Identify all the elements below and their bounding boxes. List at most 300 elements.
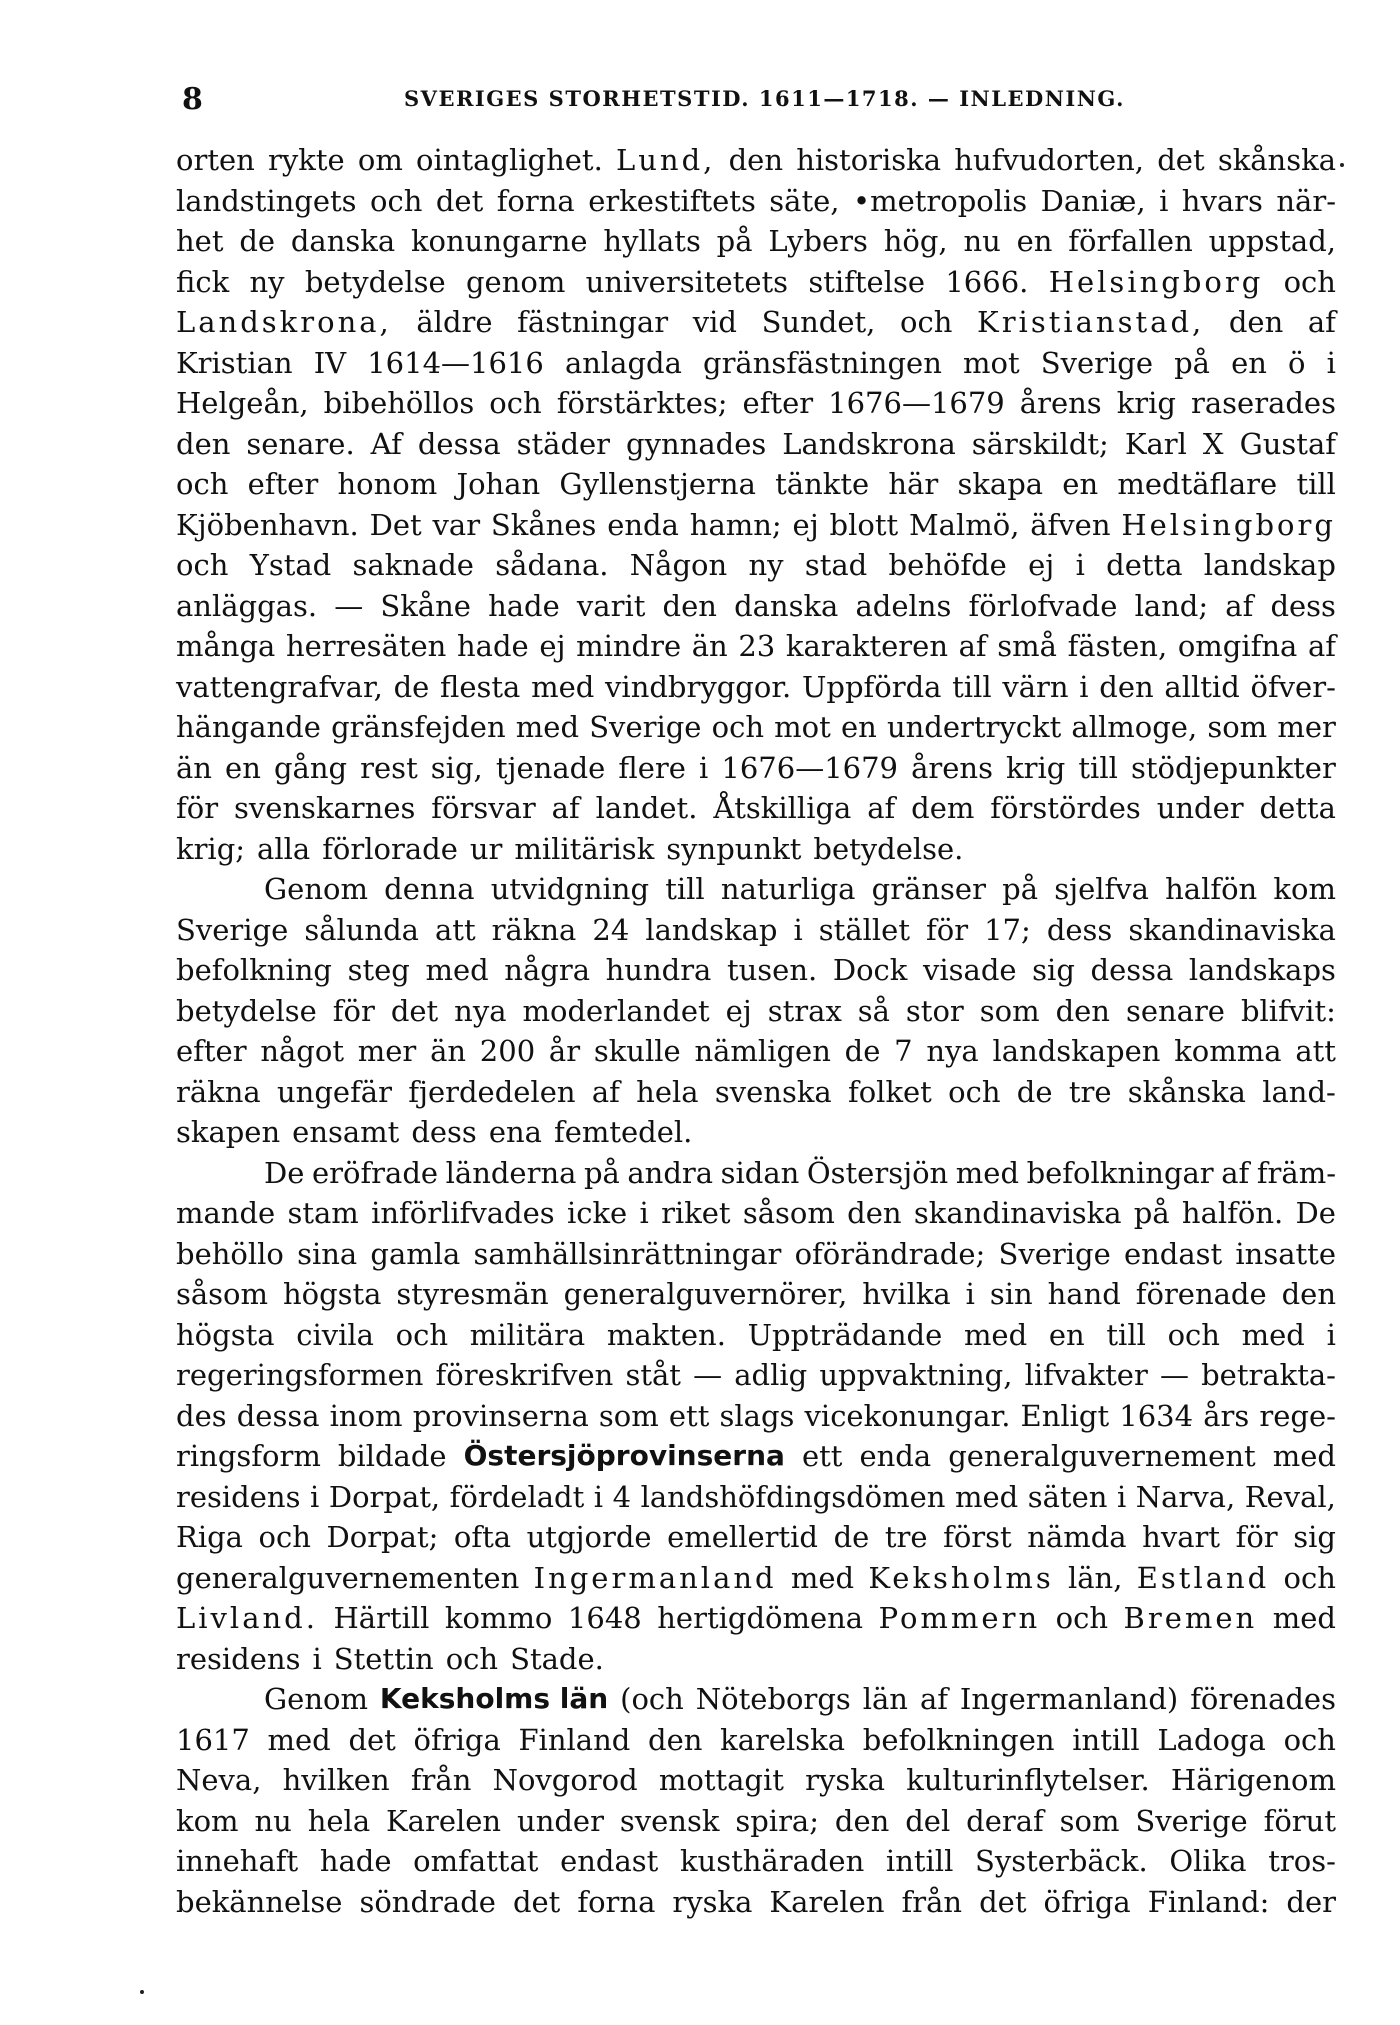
text-line — [176, 1720, 1336, 1761]
word: 4 — [612, 1479, 632, 1514]
word: des — [176, 1398, 227, 1433]
word: främ- — [1256, 1155, 1336, 1190]
word: blifvit: — [1240, 993, 1336, 1028]
word: Riga — [176, 1520, 243, 1554]
word: i — [639, 1196, 649, 1230]
word: förstördes — [990, 791, 1141, 825]
word: sådana. — [495, 548, 609, 582]
word: de — [393, 669, 430, 704]
word: detta — [1106, 548, 1183, 582]
text-line — [176, 221, 1336, 262]
word: enda — [859, 1439, 932, 1473]
word: militära — [469, 1317, 586, 1352]
word: sjelfva — [1054, 872, 1149, 906]
word: (och — [620, 1682, 684, 1716]
word: i — [1326, 1317, 1336, 1352]
word: Dock — [832, 953, 908, 987]
word: öfriga — [1043, 1884, 1131, 1919]
word: stam — [287, 1196, 359, 1230]
text-line — [176, 1801, 1336, 1842]
word: Bremen — [1123, 1601, 1258, 1635]
text-line — [176, 1355, 1336, 1396]
word: adlig — [734, 1358, 808, 1392]
word: tusen. — [726, 953, 818, 987]
page-number: 8 — [182, 82, 203, 117]
text-line — [176, 1396, 1336, 1437]
word: hade — [319, 1844, 392, 1878]
word: landshöfdingsdömen — [640, 1479, 946, 1514]
word: makten. — [606, 1317, 726, 1352]
word: efter — [742, 386, 814, 420]
word: ofta — [453, 1520, 512, 1554]
word: ej — [725, 993, 752, 1028]
word: skapen — [176, 1115, 281, 1149]
word: uppstad, — [1208, 224, 1336, 258]
word: Af — [370, 426, 402, 461]
word: 1666. — [945, 264, 1029, 299]
word: såsom — [742, 1196, 835, 1230]
word: alltid — [1164, 669, 1240, 704]
word: ej — [1028, 548, 1055, 582]
word: hela — [307, 1803, 371, 1838]
word: den — [834, 1803, 890, 1838]
word: Keksholms län — [379, 1682, 609, 1715]
word: städer — [516, 426, 611, 461]
word: för — [332, 993, 375, 1028]
word: intill — [885, 1844, 954, 1878]
word: Härigenom — [1170, 1763, 1336, 1797]
word: bekännelse — [176, 1884, 343, 1919]
word: till — [952, 669, 992, 704]
word: Ingermanland) — [959, 1682, 1179, 1716]
word: icke — [566, 1196, 628, 1230]
word: historiska — [796, 143, 942, 177]
word: Genom — [264, 1682, 368, 1716]
word: behöllo — [176, 1236, 284, 1271]
word: dess — [411, 1115, 477, 1149]
word: kulturinflytelser. — [906, 1763, 1150, 1797]
word: betydelse — [176, 993, 317, 1028]
text-line — [176, 1882, 1336, 1923]
word: och — [1055, 1601, 1109, 1635]
word: gång — [273, 750, 348, 785]
word: hög, — [883, 224, 948, 258]
text-line — [176, 1031, 1336, 1072]
word: Malmö, — [908, 507, 1020, 542]
word: land; — [1134, 588, 1209, 623]
word: mot — [962, 345, 1020, 380]
word: gränsfästningen — [703, 345, 942, 380]
word: hela — [636, 1074, 699, 1109]
text-line — [176, 545, 1336, 586]
word: fördeladt — [449, 1479, 585, 1514]
word: mande — [176, 1196, 276, 1230]
word: Någon — [629, 548, 728, 582]
word: förut — [1263, 1803, 1336, 1838]
word: dess — [1046, 912, 1113, 947]
word: hertigdömena — [657, 1601, 864, 1635]
word: varit — [576, 588, 646, 623]
word: i — [699, 750, 709, 785]
word: Karl — [1124, 426, 1187, 461]
word: insatte — [1235, 1236, 1336, 1271]
word: många — [176, 629, 276, 663]
word: ensamt — [292, 1115, 400, 1149]
word: införlifvades — [371, 1196, 555, 1230]
word: som — [1059, 1803, 1120, 1838]
word: Östersjön — [806, 1155, 949, 1190]
word: hvart — [1142, 1520, 1221, 1554]
body-text — [176, 140, 1336, 1922]
word: af — [1221, 1155, 1250, 1190]
word: som — [598, 1398, 659, 1433]
word: gamla — [370, 1236, 461, 1271]
word: för — [1235, 1520, 1278, 1554]
word: i — [593, 1479, 604, 1514]
word: skandinaviska — [1128, 912, 1336, 947]
word: der — [1286, 1884, 1336, 1919]
word: krig — [1116, 386, 1176, 420]
word: högsta — [282, 1277, 382, 1311]
word: Keksholms — [868, 1560, 1054, 1595]
word: en — [1048, 1317, 1085, 1352]
word: föreskrifven — [435, 1358, 614, 1392]
word: Uppförda — [801, 669, 942, 704]
word: eröfrade — [311, 1155, 439, 1190]
word: undertryckt — [886, 710, 1062, 744]
word: den — [648, 1722, 703, 1757]
text-line — [176, 1112, 1336, 1153]
word: med — [1272, 1439, 1336, 1473]
word: från — [410, 1763, 472, 1797]
word: 200 — [479, 1034, 536, 1068]
running-header — [172, 80, 1352, 120]
word: het — [176, 224, 224, 258]
word: militärisk — [514, 831, 655, 866]
word: på — [1174, 345, 1210, 380]
word: Kjöbenhavn. — [176, 507, 359, 542]
word: en — [225, 750, 261, 785]
word: Sverige — [176, 912, 289, 947]
word: — — [334, 588, 364, 623]
word: ryska — [805, 1763, 886, 1797]
text-line — [176, 1639, 1336, 1680]
word: oförändrade; — [794, 1236, 986, 1271]
word: nämligen — [694, 1034, 831, 1068]
word: Olika — [1169, 1844, 1247, 1878]
word: 7 — [894, 1034, 913, 1068]
word: innehaft — [176, 1844, 299, 1878]
word: årens — [911, 750, 993, 785]
word: Sundet, — [761, 305, 876, 339]
word: folket — [847, 1074, 932, 1109]
word: Landskrona — [782, 426, 956, 461]
word: gynnades — [626, 426, 767, 461]
word: generalguvernörer, — [563, 1277, 848, 1311]
word: inom — [329, 1398, 403, 1433]
word: utvidgning — [490, 872, 650, 906]
word: nu — [963, 224, 1001, 258]
word: samhällsinrättningar — [473, 1236, 782, 1271]
word: först — [943, 1520, 1012, 1554]
word: raserades — [1191, 386, 1336, 420]
word: en — [840, 710, 877, 744]
word: bibehöllos — [323, 386, 475, 420]
word: och — [445, 1641, 499, 1676]
word: Stade. — [510, 1641, 604, 1676]
word: af — [1225, 588, 1254, 623]
word: befolkningen — [862, 1722, 1055, 1757]
word: tre — [1068, 1074, 1112, 1109]
word: — — [1159, 1358, 1189, 1392]
word: hade — [488, 588, 560, 623]
word: ur — [469, 831, 503, 866]
word: Sverige — [1040, 345, 1153, 380]
word: visade — [922, 953, 1017, 987]
word: som — [1207, 710, 1268, 744]
word: sig — [1032, 953, 1075, 987]
word: Kristianstad, — [977, 305, 1205, 339]
word: än — [176, 750, 212, 785]
word: femtedel. — [553, 1115, 693, 1149]
word: endast — [560, 1844, 659, 1878]
word: dessa — [1090, 953, 1174, 987]
word: landstingets — [176, 183, 357, 218]
word: fästningar — [517, 305, 669, 339]
text-line — [176, 140, 1336, 181]
word: i — [965, 1277, 975, 1311]
word: en — [1016, 224, 1053, 258]
word: den — [847, 1196, 902, 1230]
word: senare — [1125, 993, 1225, 1028]
word: befolkning — [176, 953, 332, 987]
word: De — [264, 1155, 305, 1190]
text-line — [176, 1153, 1336, 1194]
word: intill — [1072, 1722, 1140, 1757]
word: af — [919, 1682, 948, 1716]
word: ungefär — [276, 1074, 392, 1109]
word: äfven — [1030, 507, 1111, 542]
word: tros- — [1268, 1844, 1336, 1878]
text-line — [176, 1193, 1336, 1234]
word: Dorpat, — [328, 1479, 441, 1514]
word: den — [1281, 1277, 1336, 1311]
word: ointaglighet. — [416, 143, 603, 177]
word: ny — [249, 264, 285, 299]
word: Landskrona, — [176, 305, 392, 339]
word: Lybers — [768, 224, 868, 258]
word: Estland — [1136, 1560, 1270, 1595]
word: och — [1283, 1560, 1336, 1595]
word: i — [1075, 548, 1085, 582]
word: 23 — [738, 629, 776, 663]
word: residens — [176, 1479, 301, 1514]
word: moderlandet — [522, 993, 710, 1028]
word: en — [1231, 345, 1267, 380]
word: ö — [1288, 345, 1306, 380]
word: fjerdedelen — [408, 1074, 576, 1109]
word: mot — [774, 710, 831, 744]
word: ringsform — [176, 1439, 321, 1473]
word: Ingermanland — [533, 1560, 777, 1595]
word: Gyllenstjerna — [559, 467, 756, 501]
word: komma — [1174, 1034, 1282, 1068]
word: i — [1159, 183, 1169, 218]
word: medtäflare — [1117, 467, 1278, 501]
word: af — [1307, 629, 1336, 663]
word: rykte — [268, 143, 345, 177]
word: tjenade — [495, 750, 606, 785]
word: ej — [539, 629, 566, 663]
word: forna — [577, 1884, 656, 1919]
word: forna — [496, 183, 575, 218]
word: på — [716, 224, 753, 258]
word: med — [963, 1317, 1028, 1352]
word: Helgeån, — [176, 386, 309, 420]
word: förlorade — [322, 831, 458, 866]
word: flesta — [440, 669, 521, 704]
word: efter — [176, 1034, 247, 1068]
word: mer — [1277, 710, 1336, 744]
word: flere — [618, 750, 686, 785]
word: det — [512, 1884, 561, 1919]
text-line — [176, 1477, 1336, 1518]
word: som — [979, 993, 1040, 1028]
word: gränsfejden — [331, 710, 506, 744]
word: Finland — [518, 1722, 631, 1757]
word: vindbryggor. — [605, 669, 792, 704]
word: hand — [1047, 1277, 1121, 1311]
word: synpunkt — [666, 831, 802, 866]
word: något — [260, 1034, 344, 1068]
word: små — [997, 629, 1057, 663]
word: alla — [257, 831, 311, 866]
text-line — [176, 626, 1336, 667]
word: stödjepunkter — [1130, 750, 1336, 785]
word: del — [905, 1803, 951, 1838]
word: för — [926, 912, 969, 947]
word: Sverige — [589, 710, 702, 744]
word: kom — [176, 1803, 239, 1838]
word: genom — [465, 264, 566, 299]
word: herresäten — [285, 629, 447, 663]
word: och — [948, 1074, 1001, 1109]
word: strax — [767, 993, 842, 1028]
word: ståt — [625, 1358, 681, 1392]
word: och — [395, 1317, 449, 1352]
word: hamn; — [689, 507, 782, 542]
word: civila — [296, 1317, 374, 1352]
word: sin — [989, 1277, 1033, 1311]
word: Gustaf — [1239, 426, 1336, 461]
word: såsom — [176, 1277, 269, 1311]
word: Lund, — [616, 143, 716, 177]
word: skulle — [593, 1034, 681, 1068]
word: tänkte — [775, 467, 870, 501]
word: Daniæ, — [1040, 183, 1146, 218]
word: skånska — [1217, 143, 1336, 177]
word: danska — [290, 224, 396, 258]
word: i — [310, 1479, 320, 1514]
word: konungarne — [410, 224, 588, 258]
word: stad — [804, 548, 868, 582]
margin-dot — [1340, 163, 1344, 167]
word: endast — [1123, 1236, 1223, 1271]
word: residens — [176, 1641, 301, 1676]
word: med — [790, 1560, 855, 1595]
word: Ystad — [249, 548, 332, 582]
word: här — [888, 467, 939, 501]
word: allmoge, — [1071, 710, 1198, 744]
word: denna — [384, 872, 475, 906]
word: stiftelse — [808, 264, 926, 299]
word: De — [1295, 1196, 1336, 1230]
word: af — [591, 1074, 620, 1109]
word: karakteren — [785, 629, 948, 663]
word: ett — [668, 1398, 710, 1433]
word: vicekonungar. — [804, 1398, 1011, 1433]
word: den — [176, 426, 231, 461]
word: till — [665, 872, 705, 906]
word: kommo — [444, 1601, 553, 1635]
word: i — [1079, 669, 1089, 704]
word: fästen, — [1067, 629, 1168, 663]
word: halfön — [1165, 872, 1258, 906]
word: och — [176, 548, 229, 582]
word: hufvudorten, — [954, 143, 1145, 177]
word: Härtill — [333, 1601, 430, 1635]
word: sina — [297, 1236, 358, 1271]
word: rege- — [1259, 1398, 1336, 1433]
text-line — [176, 950, 1336, 991]
word: högsta — [176, 1317, 275, 1352]
word: kusthäraden — [679, 1844, 865, 1878]
text-line — [176, 707, 1336, 748]
word: vattengrafvar, — [176, 669, 383, 704]
word: säten — [1027, 1479, 1108, 1514]
word: med — [954, 1479, 1019, 1514]
word: ny — [748, 548, 784, 582]
text-line — [176, 1598, 1336, 1639]
word: 1634 — [1119, 1398, 1194, 1433]
word: svenskarnes — [233, 791, 416, 825]
word: under — [1156, 791, 1244, 825]
word: än — [430, 1034, 467, 1068]
word: provinserna — [412, 1398, 589, 1433]
word: ena — [488, 1115, 542, 1149]
word: län, — [1067, 1560, 1123, 1595]
text-line — [176, 1274, 1336, 1315]
word: till — [1078, 750, 1118, 785]
text-line — [176, 829, 1336, 870]
word: Helsingborg — [1048, 264, 1264, 299]
word: 17; — [984, 912, 1031, 947]
word: den — [1099, 669, 1154, 704]
word: förlofvade — [968, 588, 1118, 623]
word: i — [1326, 345, 1336, 380]
word: län — [862, 1682, 908, 1716]
word: senare. — [246, 426, 355, 461]
text-line — [176, 1841, 1336, 1882]
word: räkna — [176, 1074, 261, 1109]
word: de — [833, 1520, 870, 1554]
word: hade — [456, 629, 529, 663]
word: med — [1241, 1317, 1305, 1352]
word: ej — [792, 507, 819, 542]
word: det — [348, 1722, 396, 1757]
word: mottagit — [658, 1763, 784, 1797]
word: landskaps — [1188, 953, 1336, 987]
